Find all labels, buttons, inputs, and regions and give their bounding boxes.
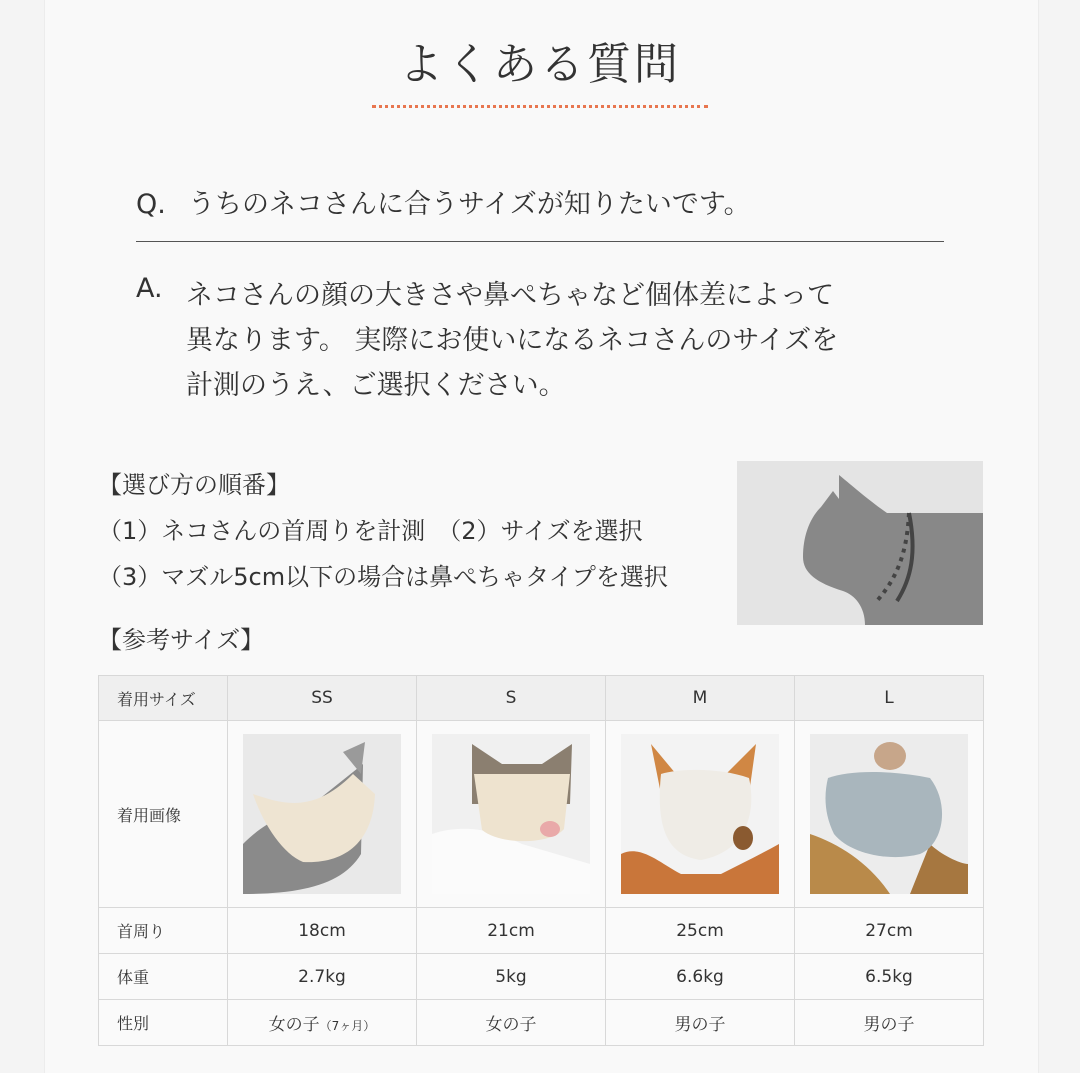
answer-line: 計測のうえ、ご選択ください。 (186, 370, 566, 401)
page-title: よくある質問 (399, 39, 681, 90)
title-dotted-rule (372, 105, 708, 108)
photo-row (99, 721, 984, 908)
question-mark: Q. (136, 189, 166, 220)
answer-mark: A. (136, 273, 163, 304)
question-text: うちのネコさんに合うサイズが知りたいです。 (188, 189, 751, 220)
neck-measure-illustration (737, 461, 983, 625)
neck-value: 25cm (606, 908, 795, 954)
photo-label: 着用画像 (99, 721, 228, 908)
size-header-row (99, 676, 984, 721)
neck-value: 21cm (417, 908, 606, 954)
gender-value: 男の子 (795, 1000, 984, 1046)
gender-label: 性別 (99, 1000, 228, 1046)
gender-row (99, 1000, 984, 1046)
cat-photo-s (432, 734, 590, 894)
gender-value: 女の子 (417, 1000, 606, 1046)
cat-photo-l (810, 734, 968, 894)
step-line: （3）マズル5cm以下の場合は鼻ぺちゃタイプを選択 (98, 563, 668, 591)
cat-photo-ss (243, 734, 401, 894)
cat-silhouette (803, 475, 983, 625)
size-m: M (606, 676, 795, 721)
size-s: S (417, 676, 606, 721)
weight-value: 6.5kg (795, 954, 984, 1000)
size-ss: SS (228, 676, 417, 721)
reference-heading: 【参考サイズ】 (98, 626, 265, 654)
qa-divider (136, 241, 944, 242)
size-l: L (795, 676, 984, 721)
neck-value: 27cm (795, 908, 984, 954)
weight-value: 2.7kg (228, 954, 417, 1000)
weight-row (99, 954, 984, 1000)
gender-value (228, 1000, 417, 1046)
gender-value: 男の子 (606, 1000, 795, 1046)
neck-value: 18cm (228, 908, 417, 954)
step-line: （1）ネコさんの首周りを計測 （2）サイズを選択 (98, 517, 643, 545)
faq-answer (186, 273, 838, 408)
answer-line: ネコさんの顔の大きさや鼻ぺちゃなど個体差によって (186, 280, 834, 311)
neck-row (99, 908, 984, 954)
size-label: 着用サイズ (99, 676, 228, 721)
weight-label: 体重 (99, 954, 228, 1000)
weight-value: 6.6kg (606, 954, 795, 1000)
selection-steps (98, 462, 668, 600)
gender-age-note: （7ヶ月） (319, 1019, 376, 1033)
weight-value: 5kg (417, 954, 606, 1000)
gender-text: 女の子 (268, 1015, 320, 1035)
steps-heading: 【選び方の順番】 (98, 471, 290, 499)
size-table (98, 675, 984, 1046)
neck-label: 首周り (99, 908, 228, 954)
cat-photo-m (621, 734, 779, 894)
answer-line: 異なります。 実際にお使いになるネコさんのサイズを (186, 325, 839, 356)
faq-question (136, 182, 751, 221)
